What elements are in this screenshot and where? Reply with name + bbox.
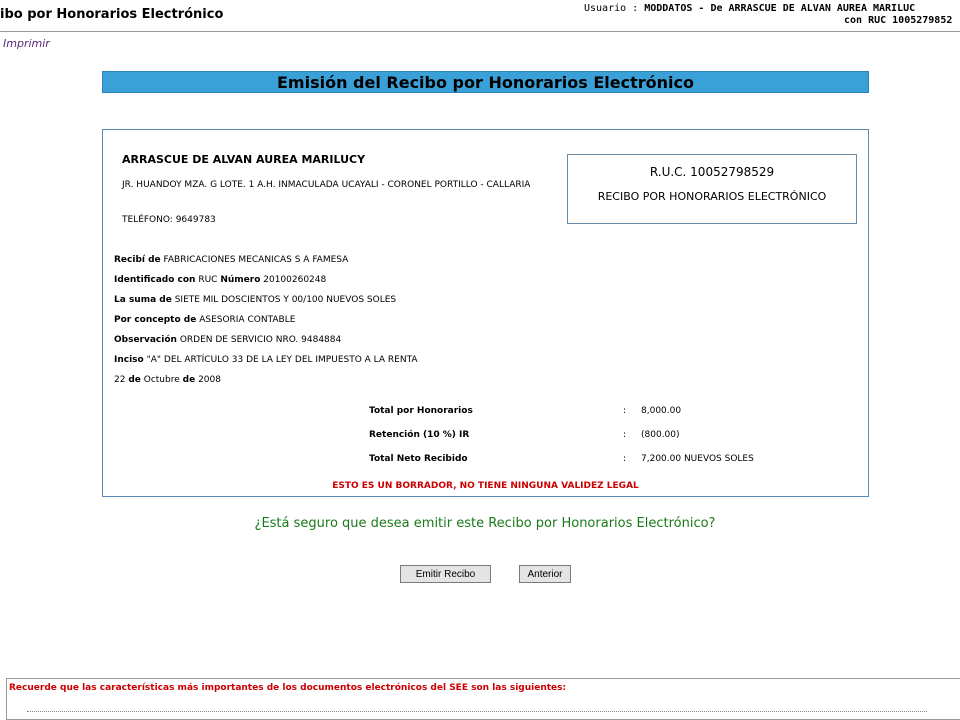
retention-label: Retención (10 %) IR (369, 430, 470, 440)
document-type: RECIBO POR HONORARIOS ELECTRÓNICO (597, 190, 827, 203)
net-total-value: 7,200.00 NUEVOS SOLES (641, 454, 754, 464)
page-banner-title: Emisión del Recibo por Honorarios Electrónico (102, 71, 869, 93)
notice-divider (27, 711, 927, 714)
total-honorarios-label: Total por Honorarios (369, 406, 473, 416)
total-honorarios-value: 8,000.00 (641, 406, 682, 416)
user-label: Usuario : (584, 3, 639, 14)
previous-button[interactable]: Anterior (519, 565, 571, 583)
page-title: ibo por Honorarios Electrónico (0, 7, 224, 22)
field-date: 22 de Octubre de 2008 (114, 375, 221, 385)
user-ruc: con RUC 1005279852 (844, 15, 953, 26)
receipt-preview (102, 129, 869, 497)
field-identification: Identificado con RUC Número 20100260248 (114, 275, 327, 285)
ruc-number: R.U.C. 10052798529 (649, 165, 775, 179)
top-header-bar (0, 0, 960, 32)
print-link[interactable]: Imprimir (3, 37, 50, 50)
retention-value: (800.00) (641, 430, 680, 440)
field-concept: Por concepto de ASESORIA CONTABLE (114, 315, 296, 325)
user-info (584, 3, 952, 27)
user-name: MODDATOS - De ARRASCUE DE ALVAN AUREA MARILUC (644, 3, 916, 14)
field-received-from: Recibí de FABRICACIONES MECANICAS S A FAMESA (114, 255, 349, 265)
emit-receipt-button[interactable]: Emitir Recibo (400, 565, 491, 583)
issuer-phone: TELÉFONO: 9649783 (122, 215, 216, 225)
notice-panel (6, 678, 960, 720)
retention-colon: : (623, 430, 627, 440)
ruc-box (567, 154, 857, 224)
field-observation: Observación ORDEN DE SERVICIO NRO. 9484884 (114, 335, 342, 345)
issuer-name: ARRASCUE DE ALVAN AUREA MARILUCY (122, 153, 366, 166)
field-inciso: Inciso "A" DEL ARTÍCULO 33 DE LA LEY DEL IMPUESTO A LA RENTA (114, 355, 418, 365)
field-amount: La suma de SIETE MIL DOSCIENTOS Y 00/100 NUEVOS SOLES (114, 295, 397, 305)
notice-text: Recuerde que las características más importantes de los documentos electrónicos del SEE son las siguientes: (9, 683, 567, 693)
net-total-label: Total Neto Recibido (369, 454, 468, 464)
issuer-address: JR. HUANDOY MZA. G LOTE. 1 A.H. INMACULADA UCAYALI - CORONEL PORTILLO - CALLARIA (122, 180, 531, 190)
confirm-question: ¿Está seguro que desea emitir este Recibo por Honorarios Electrónico? (254, 516, 716, 531)
total-honorarios-colon: : (623, 406, 627, 416)
net-total-colon: : (623, 454, 627, 464)
draft-warning: ESTO ES UN BORRADOR, NO TIENE NINGUNA VALIDEZ LEGAL (332, 481, 639, 491)
